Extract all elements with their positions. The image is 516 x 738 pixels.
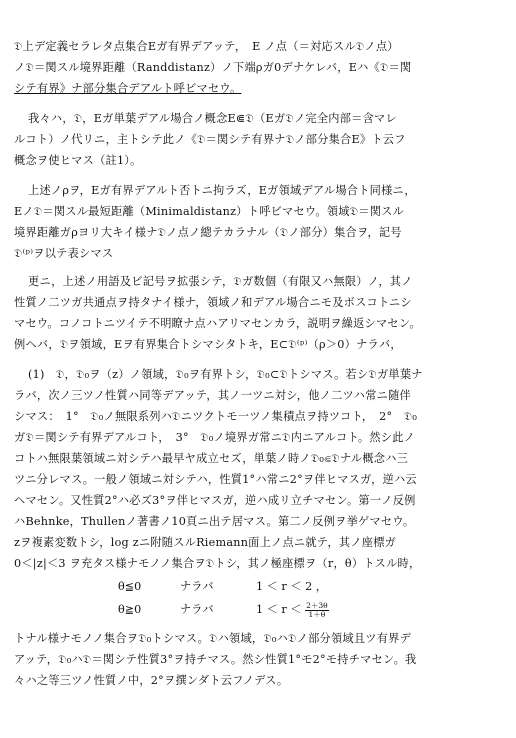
text-line-24: 0＜|z|＜3 ヲ充タス様ナモノノ集合ヲ𝔇トシ，其ノ極座標ヲ（r，θ）トスル時， <box>14 557 421 570</box>
condition-1-case: θ≦0 <box>118 580 142 593</box>
fraction-numerator: 2＋3θ <box>306 600 328 610</box>
text-line-6: 概念ヲ使ヒマス（註1）。 <box>14 154 142 167</box>
text-line-26: アッテ，𝔇₀ハ𝔇＝関シテ性質3°ヲ持チマス。然シ性質1°モ2°モ持チマセン。我 <box>14 653 417 666</box>
text-line-9: 境界距離ガρヨリ大キイ様ナ𝔇ノ点ノ總テカラナル（𝔇ノ部分）集合ヲ，記号 <box>14 226 402 239</box>
text-line-3: シテ有界》ナ部分集合デアルト呼ビマセウ。 <box>14 82 242 95</box>
text-line-18: ガ𝔇＝関シテ有界デアルコト， 3° 𝔇₀ノ境界ガ常ニ𝔇内ニアルコト。然シ此ノ <box>14 431 416 444</box>
text-line-21: ヘマセン。又性質2°ハ必ズ3°ヲ伴ヒマスガ，逆ハ成リ立チマセン。第一ノ反例 <box>14 494 416 507</box>
condition-1-range: 1 ＜ r ＜ 2 ， <box>256 580 327 593</box>
text-line-23: zヲ複素変数トシ，log zニ附随スルRiemann面上ノ点ニ就テ，其ノ座標ガ <box>14 536 397 549</box>
text-line-15: (1) 𝔇，𝔇₀ヲ（z）ノ領域，𝔇₀ヲ有界トシ，𝔇₀⊂𝔇トシマス。若シ𝔇ガ単葉ナ <box>28 368 423 381</box>
text-line-5: ルコト）ノ代リニ，主トシテ此ノ《𝔇＝関シテ有界ナ𝔇ノ部分集合E》ト云フ <box>14 133 406 146</box>
text-line-13: マセウ。コノコトニツイテ不明瞭ナ点ハアリマセンカラ，説明ヲ繰返シマセン。 <box>14 317 421 330</box>
text-line-20: ツニ分レマス。一般ノ領域ニ対シテハ，性質1°ハ常ニ2°ヲ伴ヒマスガ，逆ハ云 <box>14 473 417 486</box>
text-line-7: 上述ノρヲ，Eガ有界デアルト否トニ拘ラズ，Eガ領域デアル場合ト同様ニ， <box>28 184 416 197</box>
text-line-2: ノ𝔇＝関スル境界距離（Randdistanz）ノ下端ρガ0デナケレバ，Eハ《𝔇＝関 <box>14 61 412 74</box>
text-line-16: ラバ，次ノ三ツノ性質ハ同等デアッテ，其ノ一ツニ対シ，他ノ二ツハ常ニ随伴 <box>14 389 411 402</box>
condition-1-word: ナラバ <box>180 580 214 593</box>
text-line-22: ハBehnke，Thullenノ著書ノ10頁ニ出テ居マス。第二ノ反例ヲ挙ゲマセウ。 <box>14 515 415 528</box>
text-line-1: 𝔇上デ定義セラレタ点集合Eガ有界デアッテ， E ノ点（＝対応スル𝔇ノ点） <box>14 40 399 53</box>
condition-2-fraction <box>305 602 329 619</box>
text-line-12: 性質ノ二ツガ共通点ヲ持タナイ様ナ，領域ノ和デアル場合ニモ及ボスコトニシ <box>14 296 412 309</box>
text-line-14: 例ヘバ，𝔇ヲ領域，Eヲ有界集合トシマシタトキ，E⊂𝔇⁽ᵖ⁾（ρ＞0）ナラバ， <box>14 338 402 351</box>
condition-line-2 <box>118 601 498 619</box>
condition-line-1 <box>118 578 498 596</box>
text-line-10: 𝔇⁽ᵖ⁾ヲ以テ表シマス <box>14 247 114 260</box>
text-line-19: コトハ無限葉領域ニ対シテハ最早ヤ成立セズ，単葉ノ時ノ𝔇₀⋐𝔇ナル概念ハ三 <box>14 452 409 465</box>
condition-2-case: θ≧0 <box>118 603 142 616</box>
text-line-25: トナル様ナモノノ集合ヲ𝔇₀トシマス。𝔇ハ領域，𝔇₀ハ𝔇ノ部分領域且ツ有界デ <box>14 632 412 645</box>
condition-2-word: ナラバ <box>180 603 214 616</box>
text-line-27: 々ハ之等三ツノ性質ノ中，2°ヲ撰ンダト云フノデス。 <box>14 674 289 687</box>
condition-2-range: 1 ＜ r ＜ <box>256 603 302 616</box>
text-line-11: 更ニ，上述ノ用語及ビ記号ヲ拡張シテ，𝔇ガ数個（有限又ハ無限）ノ，其ノ <box>28 275 413 288</box>
fraction-denominator: 1＋θ <box>308 609 326 619</box>
text-line-4: 我々ハ，𝔇，Eガ単葉デアル場合ノ概念E⋐𝔇（Eガ𝔇ノ完全内部＝含マレ <box>28 112 397 125</box>
text-line-8: Eノ𝔇＝関スル最短距離（Minimaldistanz）ト呼ビマセウ。領域𝔇＝関スル <box>14 205 405 218</box>
text-line-17: シマス： 1° 𝔇₀ノ無限系列ハ𝔇ニツクトモ一ツノ集積点ヲ持ツコト， 2° 𝔇₀ <box>14 410 418 423</box>
